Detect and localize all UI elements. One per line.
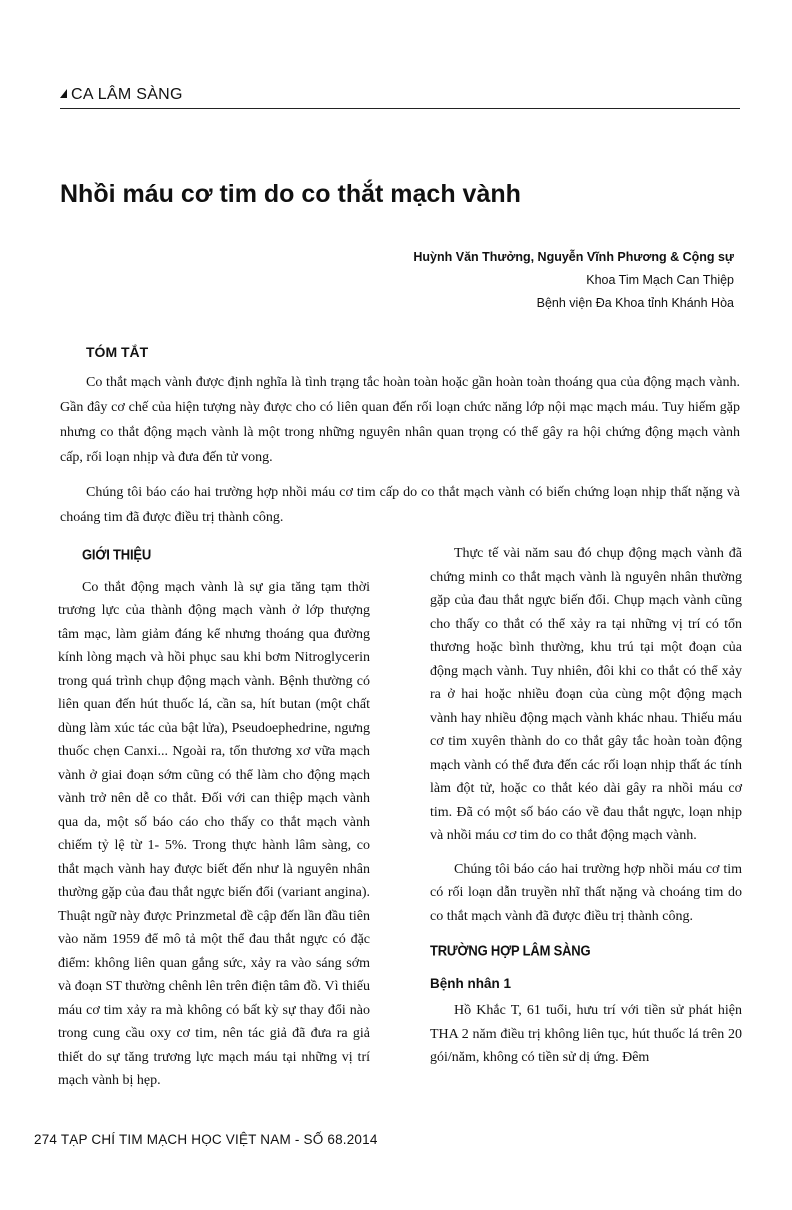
section-header — [60, 86, 740, 109]
author-names: Huỳnh Văn Thưởng, Nguyễn Vĩnh Phương & Cộng sự — [413, 250, 734, 264]
abstract-paragraph: Chúng tôi báo cáo hai trường hợp nhồi máu cơ tim cấp do co thắt mạch vành có biến chứng loạn nhịp thất nặng và choáng tim đã được điều trị thành công. — [60, 485, 740, 525]
intro-heading: GIỚI THIỆU — [82, 546, 152, 563]
page-footer: 274 TẠP CHÍ TIM MẠCH HỌC VIỆT NAM - SỐ 68.2014 — [34, 1132, 378, 1147]
triangle-icon — [60, 89, 67, 98]
case-heading: TRƯỜNG HỢP LÂM SÀNG — [430, 942, 591, 959]
abstract-body — [60, 370, 740, 540]
author-department: Khoa Tim Mạch Can Thiệp — [586, 273, 734, 287]
article-title: Nhồi máu cơ tim do co thắt mạch vành — [60, 180, 521, 208]
section-label: CA LÂM SÀNG — [71, 86, 183, 103]
abstract-heading: TÓM TẮT — [86, 344, 149, 360]
intro-paragraph: Co thắt động mạch vành là sự gia tăng tạm thời trương lực của thành động mạch vành ở lớp thượng tâm mạc, làm giảm đáng kể nhưng thoáng qua đường kính lòng mạch và hồi phục sau khi bơm Nitroglycerin trong quá trình chụp động mạch vành. Bệnh thường có liên quan đến hút thuốc lá, cần sa, hít butan (một chất dùng làm xúc tác của bật lửa), Pseudoephedrine, ngưng thuốc chẹn Canxi... Ngoài ra, tổn thương xơ vữa mạch vành ở giai đoạn sớm cũng có thể làm cho động mạch vành trở nên dễ co thắt. Đối với can thiệp mạch vành qua da, một số báo cáo cho thấy co thắt mạch vành chiếm tỷ lệ từ 1- 5%. Trong thực hành lâm sàng, co thắt mạch vành hay được biết đến như là nguyên nhân thường gặp của đau thắt ngực biến đổi (variant angina). Thuật ngữ này được Prinzmetal đề cập đến lần đầu tiên vào năm 1959 để mô tả một thể đau thắt ngực có đặc điểm: không liên quan gắng sức, xảy ra vào sáng sớm và đoạn ST thường chênh lên trên điện tâm đồ. Vì thiếu máu cơ tim xảy ra mà không có bất kỳ sự thay đổi nào trong cung cầu oxy cơ tim, nên tác giả đã đưa ra giả thiết do sự tăng trương lực mạch máu tại những vị trí mạch vành bị hẹp. — [58, 579, 370, 1088]
author-block — [413, 246, 734, 315]
left-column — [58, 542, 370, 1103]
abstract-paragraph: Co thắt mạch vành được định nghĩa là tình trạng tắc hoàn toàn hoặc gần hoàn toàn thoáng qua của động mạch vành. Gần đây cơ chế của hiện tượng này được cho có liên quan đến rối loạn chức năng lớp nội mạc mạch máu. Tuy hiếm gặp nhưng co thắt động mạch vành là một trong những nguyên nhân quan trọng có thể gây ra hội chứng động mạch vành cấp, rối loạn nhịp và đưa đến tử vong. — [60, 375, 740, 465]
case-paragraph: Hồ Khắc T, 61 tuổi, hưu trí với tiền sử phát hiện THA 2 năm điều trị không liên tục, hút thuốc lá trên 20 gói/năm, không có tiền sử dị ứng. Đêm — [430, 1003, 742, 1065]
right-paragraph: Thực tế vài năm sau đó chụp động mạch vành đã chứng minh co thắt mạch vành là nguyên nhân thường gặp của đau thắt ngực biến đổi. Chụp mạch vành cũng cho thấy co thắt có thể xảy ra tại những vị trí có tổn thương hoặc bình thường, khu trú tại một đoạn của động mạch vành. Tuy nhiên, đôi khi co thắt có thể xảy ra ở hai hoặc nhiều đoạn của cùng một động mạch vành hay nhiều động mạch vành khác nhau. Thiếu máu cơ tim xuyên thành do co thắt gây tắc hoàn toàn động mạch vành có thể đưa đến các rối loạn nhịp thất ác tính làm đột tử, hoặc co thắt kéo dài gây ra nhồi máu cơ tim. Đã có một số báo cáo về đau thắt ngực, loạn nhịp và nhồi máu cơ tim do co thắt động mạch vành. — [430, 546, 742, 843]
patient-heading: Bệnh nhân 1 — [430, 975, 512, 991]
right-column — [430, 542, 742, 1080]
right-paragraph: Chúng tôi báo cáo hai trường hợp nhồi máu cơ tim có rối loạn dẫn truyền nhĩ thất nặng và choáng tim do co thắt mạch vành đã được điều trị thành công. — [430, 861, 742, 924]
author-hospital: Bệnh viện Đa Khoa tỉnh Khánh Hòa — [536, 296, 734, 310]
